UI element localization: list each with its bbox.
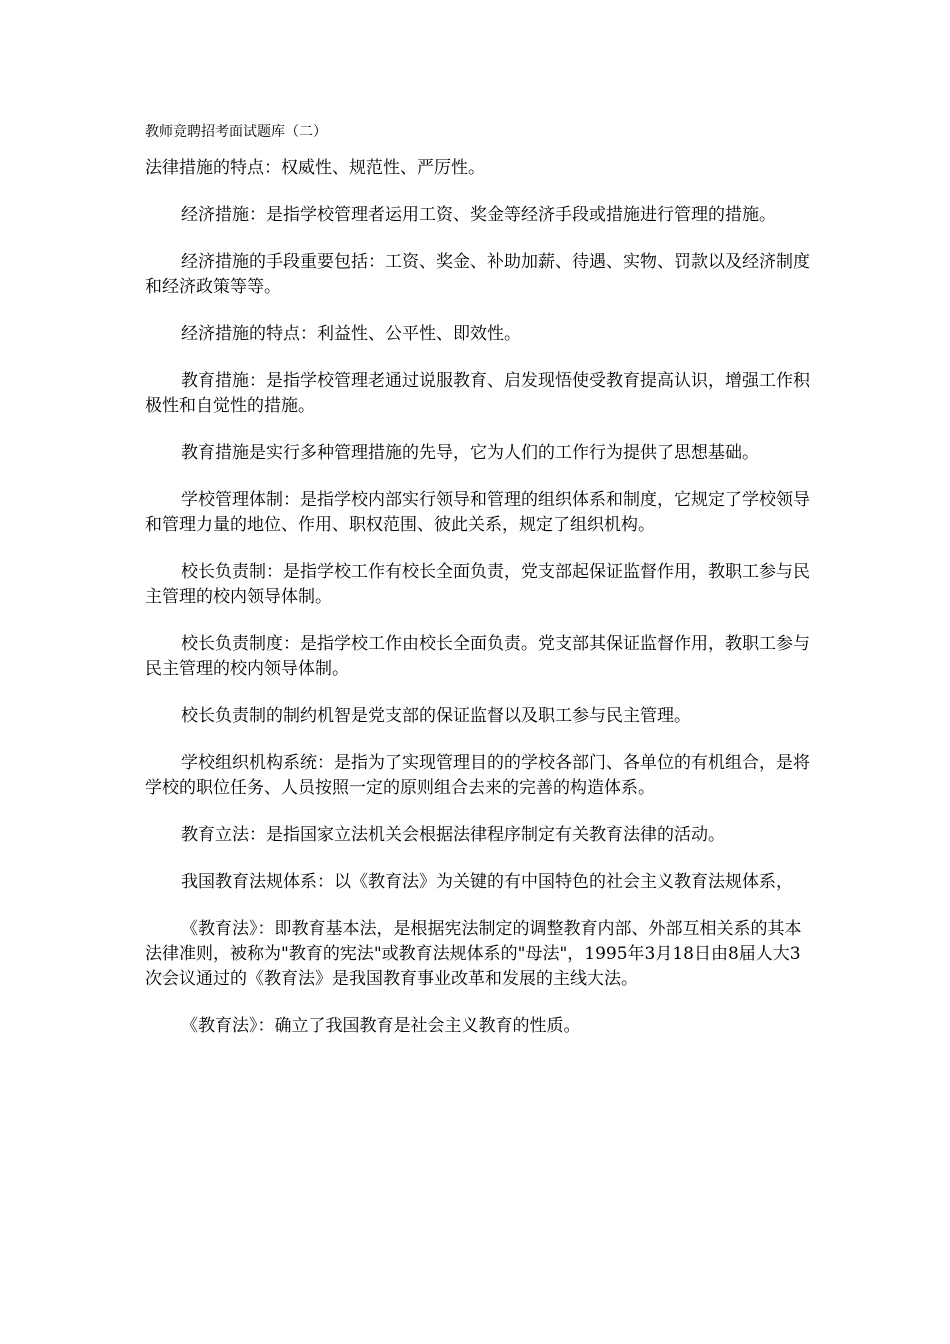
paragraph: 教育措施是实行多种管理措施的先导，它为人们的工作行为提供了思想基础。 (181, 443, 759, 463)
paragraph: 经济措施的特点：利益性、公平性、即效性。 (181, 324, 521, 344)
paragraph: 学校管理体制：是指学校内部实行领导和管理的组织体系和制度，它规定了学校领导和管理力量的地位、作用、职权范围、彼此关系，规定了组织机构。 (145, 490, 810, 535)
paragraph: 经济措施：是指学校管理者运用工资、奖金等经济手段或措施进行管理的措施。 (181, 205, 776, 225)
paragraph: 校长负责制度：是指学校工作由校长全面负责。党支部其保证监督作用，教职工参与民主管理的校内领导体制。 (145, 634, 810, 679)
paragraph: 学校组织机构系统：是指为了实现管理目的的学校各部门、各单位的有机组合，是将学校的职位任务、人员按照一定的原则组合去来的完善的构造体系。 (145, 753, 810, 798)
paragraph: 教育措施：是指学校管理老通过说服教育、启发现悟使受教育提高认识，增强工作积极性和自觉性的措施。 (145, 371, 810, 416)
paragraph: 《教育法》：即教育基本法，是根据宪法制定的调整教育内部、外部互相关系的其本法律准则，被称为"教育的宪法"或教育法规体系的"母法"，1995年3月18日由8届人大3次会议通过的《教育法》是我国教育事业改革和发展的主线大法。 (145, 919, 802, 989)
document-header: 教师竞聘招考面试题库（二） (145, 124, 327, 140)
paragraph: 校长负责制的制约机智是党支部的保证监督以及职工参与民主管理。 (181, 706, 691, 726)
paragraph: 经济措施的手段重要包括：工资、奖金、补助加薪、待遇、实物、罚款以及经济制度和经济政策等等。 (145, 252, 810, 297)
paragraph: 《教育法》：确立了我国教育是社会主义教育的性质。 (181, 1016, 581, 1036)
document-page (145, 122, 810, 1061)
paragraph: 教育立法：是指国家立法机关会根据法律程序制定有关教育法律的活动。 (181, 825, 725, 845)
paragraph: 我国教育法规体系：以《教育法》为关键的有中国特色的社会主义教育法规体系， (181, 872, 793, 892)
paragraph: 法律措施的特点：权威性、规范性、严厉性。 (145, 158, 485, 178)
paragraph: 校长负责制：是指学校工作有校长全面负责，党支部起保证监督作用，教职工参与民主管理的校内领导体制。 (145, 562, 810, 607)
